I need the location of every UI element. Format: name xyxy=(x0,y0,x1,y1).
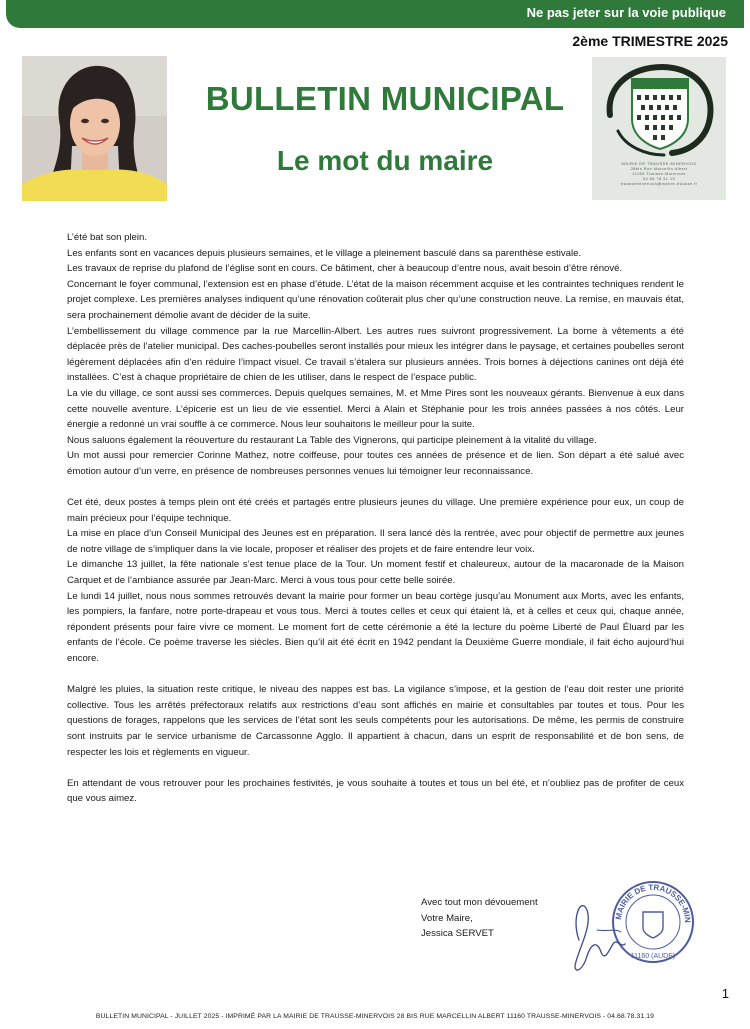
letter-paragraph: Concernant le foyer communal, l’extension est en phase d’étude. L’état de la maison récemment acquise et les contraintes techniques rendent le projet complexe. Les premières analyses indiquent qu’une rénovation coûterait plus cher qu’une construction neuve. La remise, en mauvais état, sera prochainement démolie avant de décider de la suite. xyxy=(67,278,684,321)
stamp-arc-text: MAIRIE DE TRAUSSE-MIN xyxy=(613,882,693,924)
letter-body xyxy=(67,230,684,807)
letter-paragraph: Cet été, deux postes à temps plein ont été créés et partagés entre plusieurs jeunes du village. Une première expérience pour eux, un coup de main précieux pour l’équipe technique. xyxy=(67,497,684,524)
page-number: 1 xyxy=(721,986,729,1001)
bulletin-title: BULLETIN MUNICIPAL xyxy=(205,80,565,117)
paragraph-gap xyxy=(67,667,684,683)
paragraph-gap xyxy=(67,760,684,776)
banner-text: Ne pas jeter sur la voie publique xyxy=(526,5,726,20)
letter-paragraph: En attendant de vous retrouver pour les prochaines festivités, je vous souhaite à toutes et tous un bel été, et n’oubliez pas de profiter de ceux que vous aimez. xyxy=(67,777,684,805)
letter-paragraph: La mise en place d’un Conseil Municipal des Jeunes est en préparation. Il sera lancé dès la rentrée, avec pour objectif de permettre aux jeunes de notre village de s’impliquer dans la vie locale, proposer et réaliser des projets et de faire entendre leur voix. xyxy=(67,528,684,555)
letter-paragraph: Le dimanche 13 juillet, la fête nationale s’est tenue place de la Tour. Un moment festif et chaleureux, autour de la macaronade de la Maison Carquet et de l’ambiance assurée par Jean-Marc. Merci à vous tous pour cette belle soirée. xyxy=(67,559,684,587)
bulletin-subtitle: Le mot du maire xyxy=(276,145,494,176)
signature-closing: Avec tout mon dévouement xyxy=(421,897,538,908)
top-banner xyxy=(6,0,744,28)
municipality-logo xyxy=(592,57,726,200)
letter-paragraph: Les enfants sont en vacances depuis plusieurs semaines, et le village a pleinement basculé dans sa parenthèse estivale. xyxy=(67,247,582,259)
paragraph-gap xyxy=(67,480,684,496)
letter-paragraph: Un mot aussi pour remercier Corinne Mathez, notre coiffeuse, pour toutes ces années de présence et de lien. Son départ a été salué avec émotion autour d’un verre, en présence de nombreuses personnes venues lui témoigner leur reconnaissance. xyxy=(67,450,684,477)
signature-role: Votre Maire, xyxy=(421,912,473,924)
logo-address: MAIRIE DE TRAUSSE-MINERVOIS 28bis Rue Marcellin Albert 11160 Trausse-Minervois 04 68 78 31 19 trausseminervois@mairie-trausse.fr xyxy=(620,161,698,186)
letter-paragraph: Nous saluons également la réouverture du restaurant La Table des Vignerons, qui participe pleinement à la vitalité du village. xyxy=(67,434,597,446)
letter-paragraph: Le lundi 14 juillet, nous nous sommes retrouvés devant la mairie pour former un beau cortège jusqu’au Monument aux Morts, avec les enfants, les pompiers, la fanfare, notre porte-drapeau et vous tous. Merci à toutes celles et ceux qui étaient là, et à celles et ceux qui, chaque année, répondent présents pour faire vivre ce moment. Le moment fort de cette cérémonie a été la lecture du poème Liberté de Paul Éluard par les enfants de l’école. Ce poème traverse les siècles. Bien qu’il ait été écrit en 1942 pendant la Deuxième Guerre mondiale, il fait écho aujourd’hui encore. xyxy=(67,590,684,665)
letter-paragraph: L’été bat son plein. xyxy=(67,232,148,243)
quarter-label: 2ème TRIMESTRE 2025 xyxy=(572,33,728,49)
mayor-photo xyxy=(22,56,167,201)
letter-paragraph: La vie du village, ce sont aussi ses commerces. Depuis quelques semaines, M. et Mme Pires sont les nouveaux gérants. Bienvenue à eux dans cette nouvelle aventure. L’épicerie est un lieu de vie essentiel. Merci à Alain et Stéphanie pour les trois années passées à nos côtés. Leur énergie a redonné un vrai souffle à ce commerce. Nous leur souhaitons le meilleur pour la suite. xyxy=(67,387,684,431)
signature-name: Jessica SERVET xyxy=(421,928,494,940)
stamp-postcode: 11160 (AUDE) xyxy=(630,953,676,960)
letter-paragraph: Malgré les pluies, la situation reste critique, le niveau des nappes est bas. La vigilance s’impose, et la gestion de l’eau doit rester une priorité collective. Tous les arrêtés préfectoraux relatifs aux restrictions d’eau sont affichés en mairie et consultables par toutes et tous. Pour les questions de forages, rappelons que les services de l’état sont les seuls compétents pour les autorisations. De même, les permis de construire sont instruits par le service urbanisme de Carcassonne Agglo. Il appartient à chacun, dans un esprit de responsabilité et de bon sens, de respecter les lois et règlements en vigueur. xyxy=(67,684,684,758)
mayor-stamp-signature xyxy=(567,870,697,982)
letter-paragraph: Les travaux de reprise du plafond de l’église sont en cours. Ce bâtiment, cher à beaucoup d’entre nous, avait besoin d’être rénové. xyxy=(67,263,623,275)
signature-block xyxy=(421,895,538,942)
letter-paragraph: L’embellissement du village commence par la rue Marcellin-Albert. Les autres rues suivront progressivement. La borne à vêtements a été déplacée près de l’atelier municipal. Des caches-poubelles seront installés pour mieux les intégrer dans le paysage, et certaines poubelles seront légèrement déplacées afin d’en réduire l’impact visuel. Ce travail s’étalera sur plusieurs années. Trois bornes à déjections canines ont déjà été installées. C’est à chaque propriétaire de chien de les utiliser, dans le respect de l’espace public. xyxy=(67,325,685,384)
footer-imprint: BULLETIN MUNICIPAL - JUILLET 2025 - IMPRIMÉ PAR LA MAIRIE DE TRAUSSE-MINERVOIS 28 BIS RUE MARCELLIN ALBERT 11160 TRAUSSE-MINERVOIS - 04.68.78.31.19 xyxy=(95,1013,655,1020)
svg-text:MAIRIE DE TRAUSSE-MINERVOIS xyxy=(567,870,692,923)
